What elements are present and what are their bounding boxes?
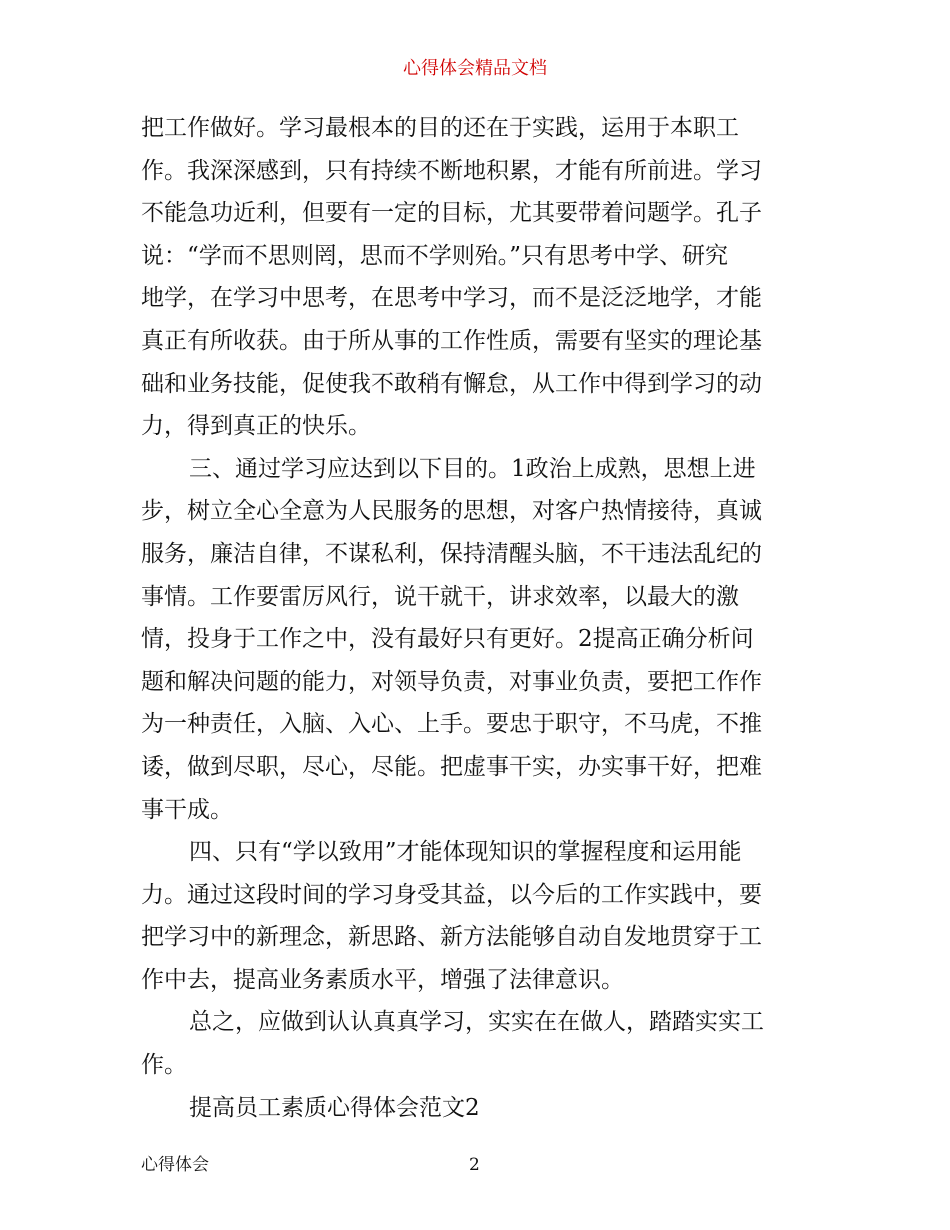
text-line: 四、只有“学以致用”才能体现知识的掌握程度和运用能 — [189, 839, 742, 866]
heading-line: 提高员工素质心得体会范文2 — [189, 1094, 480, 1121]
page-header-title: 心得体会精品文档 — [403, 58, 547, 79]
text-line: 事情。工作要雷厉风行，说干就干，讲求效率，以最大的激 — [141, 583, 739, 610]
text-line: 真正有所收获。由于所从事的工作性质，需要有坚实的理论基 — [141, 327, 762, 354]
text-line: 础和业务技能，促使我不敢稍有懈怠，从工作中得到学习的动 — [141, 370, 762, 397]
text-line: 说：“学而不思则罔，思而不学则殆。”只有思考中学、研究 — [141, 242, 729, 269]
paragraph — [141, 107, 811, 448]
paragraph — [141, 448, 811, 831]
text-line: 作。我深深感到，只有持续不断地积累，才能有所前进。学习 — [141, 157, 762, 184]
paragraph — [141, 831, 811, 1001]
text-line: 题和解决问题的能力，对领导负责，对事业负责，要把工作作 — [141, 668, 762, 695]
footer-label: 心得体会 — [141, 1155, 209, 1175]
text-line: 力，得到真正的快乐。 — [141, 413, 371, 440]
text-line: 步，树立全心全意为人民服务的思想，对客户热情接待，真诚 — [141, 498, 762, 525]
text-line: 为一种责任，入脑、入心、上手。要忠于职守，不马虎，不推 — [141, 711, 762, 738]
page-number: 2 — [469, 1155, 480, 1175]
text-line: 事干成。 — [141, 796, 233, 823]
text-line: 情，投身于工作之中，没有最好只有更好。2提高正确分析问 — [141, 626, 754, 653]
text-line: 总之，应做到认认真真学习，实实在在做人，踏踏实实工 — [189, 1009, 764, 1036]
document-body — [141, 107, 811, 1129]
text-line: 力。通过这段时间的学习身受其益，以今后的工作实践中，要 — [141, 881, 762, 908]
paragraph — [141, 1001, 811, 1086]
text-line: 地学，在学习中思考，在思考中学习，而不是泛泛地学，才能 — [141, 285, 762, 312]
text-line: 服务，廉洁自律，不谋私利，保持清醒头脑，不干违法乱纪的 — [141, 540, 762, 567]
text-line: 不能急功近利，但要有一定的目标，尤其要带着问题学。孔子 — [141, 200, 762, 227]
text-line: 三、通过学习应达到以下目的。1政治上成熟，思想上进 — [189, 455, 756, 482]
text-line: 把学习中的新理念，新思路、新方法能够自动自发地贯穿于工 — [141, 924, 762, 951]
text-line: 作中去，提高业务素质水平，增强了法律意识。 — [141, 966, 624, 993]
section-heading — [141, 1087, 811, 1130]
text-line: 诿，做到尽职，尽心，尽能。把虚事干实，办实事干好，把难 — [141, 753, 762, 780]
text-line: 作。 — [141, 1052, 187, 1079]
text-line: 把工作做好。学习最根本的目的还在于实践，运用于本职工 — [141, 115, 739, 141]
